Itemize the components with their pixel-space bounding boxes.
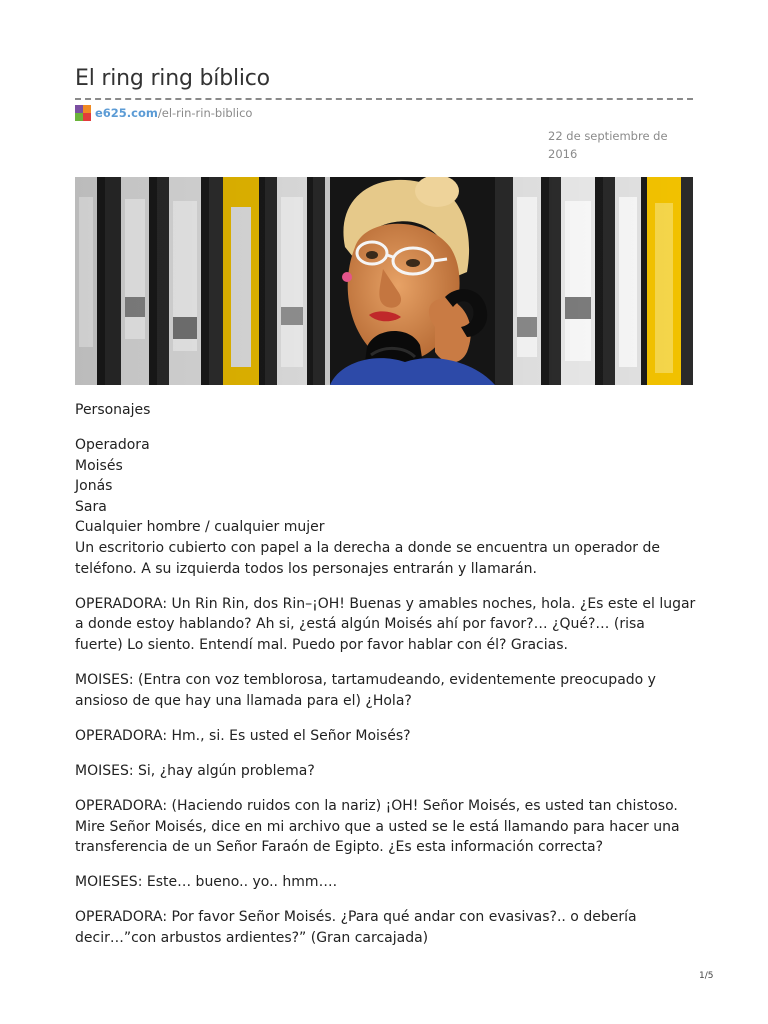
page-title: El ring ring bíblico (75, 66, 270, 91)
character-item: Jonás (75, 478, 113, 495)
dialogue-paragraph: MOIESES: Este… bueno.. yo.. hmm…. (75, 874, 338, 891)
dialogue-paragraph: OPERADORA: (Haciendo ruidos con la nariz) ¡OH! Señor Moisés, es usted tan chistoso. Mire Señor Moisés, dice en mi archivo que a usted se le está llamando para hacer una transferencia de un Señor Faraón de Egipto. ¿Es esta información correcta? (75, 797, 680, 856)
logo-square-purple (75, 105, 83, 113)
page-number: 1/5 (699, 971, 714, 981)
characters-heading: Personajes (75, 402, 151, 418)
setting-paragraph: Un escritorio cubierto con papel a la derecha a donde se encuentra un operador de teléfono. A su izquierda todos los personajes entrarán y llamarán. (75, 540, 660, 577)
dialogue-paragraph: OPERADORA: Un Rin Rin, dos Rin–¡OH! Buenas y amables noches, hola. ¿Es este el lugar a donde estoy hablando? Ah si, ¿está algún Moisés ahí por favor?… ¿Qué?… (risa fuerte) Lo siento. Entendí mal. Puedo por favor hablar con él? Gracias. (75, 595, 696, 653)
dialogue-paragraph: OPERADORA: Hm., si. Es usted el Señor Moisés? (75, 727, 411, 744)
publish-date-line2: 2016 (548, 147, 578, 161)
character-list (75, 435, 697, 538)
dialogue-paragraph: MOISES: (Entra con voz temblorosa, tartamudeando, evidentemente preocupado y ansioso de que hay una llamada para el) ¿Hola? (75, 672, 656, 709)
operator-figurine (330, 177, 495, 385)
character-item: Moisés (75, 457, 123, 474)
dialogue-paragraph: MOISES: Si, ¿hay algún problema? (75, 762, 315, 779)
logo-square-orange (83, 105, 91, 113)
hero-illustration (75, 177, 693, 385)
logo-square-green (75, 113, 83, 121)
source-domain[interactable]: e625.com (95, 106, 158, 120)
character-item: Operadora (75, 437, 150, 454)
title-divider (75, 98, 693, 100)
hero-image (75, 177, 693, 385)
source-path[interactable]: /el-rin-rin-biblico (157, 106, 253, 120)
publish-date (548, 127, 678, 163)
character-item: Cualquier hombre / cualquier mujer (75, 519, 325, 536)
source-link[interactable] (75, 104, 252, 122)
logo-square-red (83, 113, 91, 121)
publish-date-line1: 22 de septiembre de (548, 129, 668, 143)
site-logo-icon (75, 105, 91, 121)
dialogue-paragraph: OPERADORA: Por favor Señor Moisés. ¿Para qué andar con evasivas?.. o debería decir…”con arbustos ardientes?” (Gran carcajada) (75, 909, 637, 946)
article-body (75, 400, 697, 963)
character-item: Sara (75, 498, 107, 515)
